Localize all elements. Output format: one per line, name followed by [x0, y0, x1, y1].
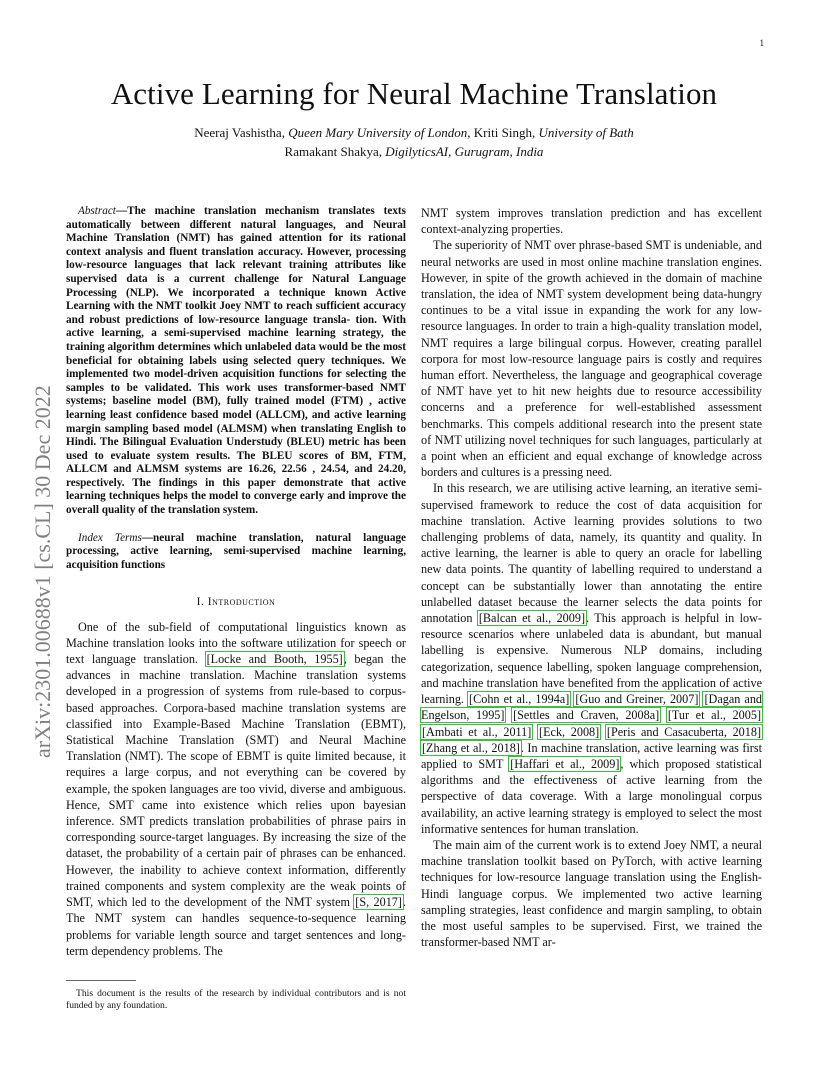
text-run: . The NMT system can handles sequence-to-sequence learning problems for variable length source and target sentences and long-term dependency problems. The — [66, 895, 406, 958]
paragraph-main-aim: The main aim of the current work is to extend Joey NMT, a neural machine translation toolkit based on PyTorch, with active learning techniques for low-resource language translation using the English-Hindi language corpus. We implemented two active learning sampling strategies, least confidence and margin sampling, to obtain the most useful samples to be supervised. First, we trained the transformer-based NMT ar- — [421, 837, 762, 950]
citation-link[interactable]: [Peris and Casacuberta, 2018] — [606, 724, 762, 739]
index-terms-lead: Index Terms — [78, 531, 142, 544]
paragraph-nmt-superiority: The superiority of NMT over phrase-based SMT is undeniable, and neural networks are used in most online machine translation engines. However, in spite of the growth achieved in the domain of machine translation, the idea of NMT system development being data-hungry continues to be a vital issue in expanding the work for any low-resource languages. In order to train a high-quality translation model, NMT requires a large bilingual corpus. However, creating parallel corpora for most low-resource language pairs is costly and requires human effort. Nevertheless, the language and geographical coverage of NMT have yet to hit new heights due to resource accessibility concerns and a preference for well-established assessment benchmarks. This compels additional research into the present state of NMT utilizing novel techniques for such languages, particularly at a point when an efficient and equal exchange of knowledge across borders and cultures is a pressing need. — [421, 238, 762, 480]
footnote: This document is the results of the research by individual contributors and is not funded by any foundation. — [66, 988, 406, 1011]
text-run: . In machine translation, active learning was first applied to SMT — [421, 740, 762, 771]
author-name: Neeraj Vashistha, — [194, 125, 289, 140]
page-number: 1 — [759, 38, 764, 48]
text-run: , began the advances in machine translation. Machine translation systems developed in a progression of systems from rule-based to corpus-based approaches. Corpora-based machine translation systems are classified into Example-Based Machine Translation (EBMT), Statistical Machine Translation (SMT) and Neural Machine Translation (NMT). The scope of EBMT is quite limited because, it requires a large corpus, and not everything can be covered by example, the spoken languages are too vivid, diverse and ambiguous. Hence, SMT came into existence which relies upon bayesian inference. SMT predicts translation probabilities of phrase pairs in corresponding source-target languages. By increasing the size of the dataset, the probability of a certain pair of phrases can be enhanced. However, the inability to achieve context information, differently trained components and system complexity are the weak points of SMT, which led to the development of the NMT system — [66, 652, 406, 910]
index-terms — [66, 532, 406, 573]
citation-link[interactable]: [Cohn et al., 1994a] — [469, 692, 570, 707]
index-terms-text: —neural machine translation, natural language processing, active learning, semi-supervised machine learning, acquisition functions — [66, 531, 406, 571]
citation-link[interactable]: [Haffari et al., 2009] — [510, 756, 620, 771]
author-line-1 — [0, 123, 828, 142]
author-affiliation: Queen Mary University of London, — [288, 125, 471, 140]
paper-title: Active Learning for Neural Machine Translation — [110, 76, 718, 111]
author-block — [0, 123, 828, 161]
citation-link[interactable]: [Dagan and Engelson, 1995] — [421, 692, 763, 723]
paragraph-active-learning — [421, 480, 762, 836]
citation-link[interactable]: [S, 2017] — [355, 895, 402, 910]
citation-link[interactable]: [Eck, 2008] — [539, 724, 600, 739]
abstract-text: —The machine translation mechanism translates texts automatically between different natural languages, and Neural Machine Translation (NMT) has gained attention for its rational context analysis and fluent translation accuracy. However, processing low-resource languages that lack relevant training attributes like supervised data is a current challenge for Natural Language Processing (NLP). We incorporated a technique known Active Learning with the NMT toolkit Joey NMT to reach sufficient accuracy and robust predictions of low-resource language transla- tion. With active learning, a semi-supervised machine learning strategy, the training algorithm determines which unlabeled data would be the most beneficial for obtaining labels using selected query techniques. We implemented two model-driven acquisition functions for selecting the samples to be validated. This work uses transformer-based NMT systems; baseline model (BM), fully trained model (FTM) , active learning least confidence based model (ALLCM), and active learning margin sampling based model (ALMSM) when translating English to Hindi. The Bilingual Evaluation Understudy (BLEU) metric has been used to evaluate system results. The BLEU scores of BM, FTM, ALLCM and ALMSM systems are 16.26, 22.56 , 24.54, and 24.20, respectively. The findings in this paper demonstrate that active learning techniques helps the model to converge early and improve the overall quality of the translation system. — [66, 205, 406, 517]
citation-link[interactable]: [Settles and Craven, 2008a] — [513, 708, 660, 723]
citation-link[interactable]: [Zhang et al., 2018] — [422, 740, 520, 755]
author-name: Ramakant Shakya, — [284, 144, 386, 159]
text-run: In this research, we are utilising active learning, an iterative semi-supervised framework to reduce the cost of data acquisition for machine translation. Active learning provides solutions to two challenging problems of data, namely, its quantity and quality. In active learning, the learner is able to query an oracle for labelling new data points. The quantity of labelling required to understand a concept can be substantially lower than annotating the entire unlabelled dataset because the learner selects the data points for annotation — [421, 481, 762, 626]
section-heading-introduction: I. Introduction — [196, 596, 276, 609]
footnote-rule — [66, 980, 136, 981]
right-column — [421, 205, 762, 950]
author-affiliation: DigilyticsAI, Gurugram, India — [385, 144, 544, 159]
intro-paragraph — [66, 619, 406, 959]
author-affiliation: University of Bath — [538, 125, 634, 140]
citation-link[interactable]: [Tur et al., 2005] — [667, 708, 762, 723]
author-line-2 — [0, 142, 828, 161]
abstract-lead: Abstract — [78, 205, 116, 217]
left-column — [66, 205, 406, 959]
citation-link[interactable]: [Locke and Booth, 1955] — [206, 652, 343, 667]
arxiv-stamp-text: arXiv:2301.00688v1 [cs.CL] 30 Dec 2022 — [30, 385, 55, 758]
author-name: Kriti Singh, — [470, 125, 539, 140]
paragraph-continued: NMT system improves translation prediction and has excellent context-analyzing properties. — [421, 206, 762, 237]
text-run: One of the sub-field of computational linguistics known as Machine translation looks into the software utilization for speech or text language translation. — [66, 619, 406, 667]
text-run: . This approach is helpful in low-resource scenarios where unlabeled data is abundant, but manual labelling is expensive. Numerous NLP domains, including categorization, sequence labelling, spoken language comprehension, and machine translation have benefited from the application of active learning. — [421, 611, 762, 707]
text-run: , which proposed statistical algorithms and the effectiveness of active learning from the perspective of data coverage. With a large monolingual corpus availability, an active learning strategy is employed to select the most informative sentences for human translation. — [421, 756, 762, 836]
citation-link[interactable]: [Balcan et al., 2009] — [478, 611, 586, 626]
abstract — [66, 205, 406, 518]
citation-link[interactable]: [Ambati et al., 2011] — [422, 724, 532, 739]
citation-link[interactable]: [Guo and Greiner, 2007] — [575, 692, 699, 707]
arxiv-stamp — [20, 288, 60, 758]
